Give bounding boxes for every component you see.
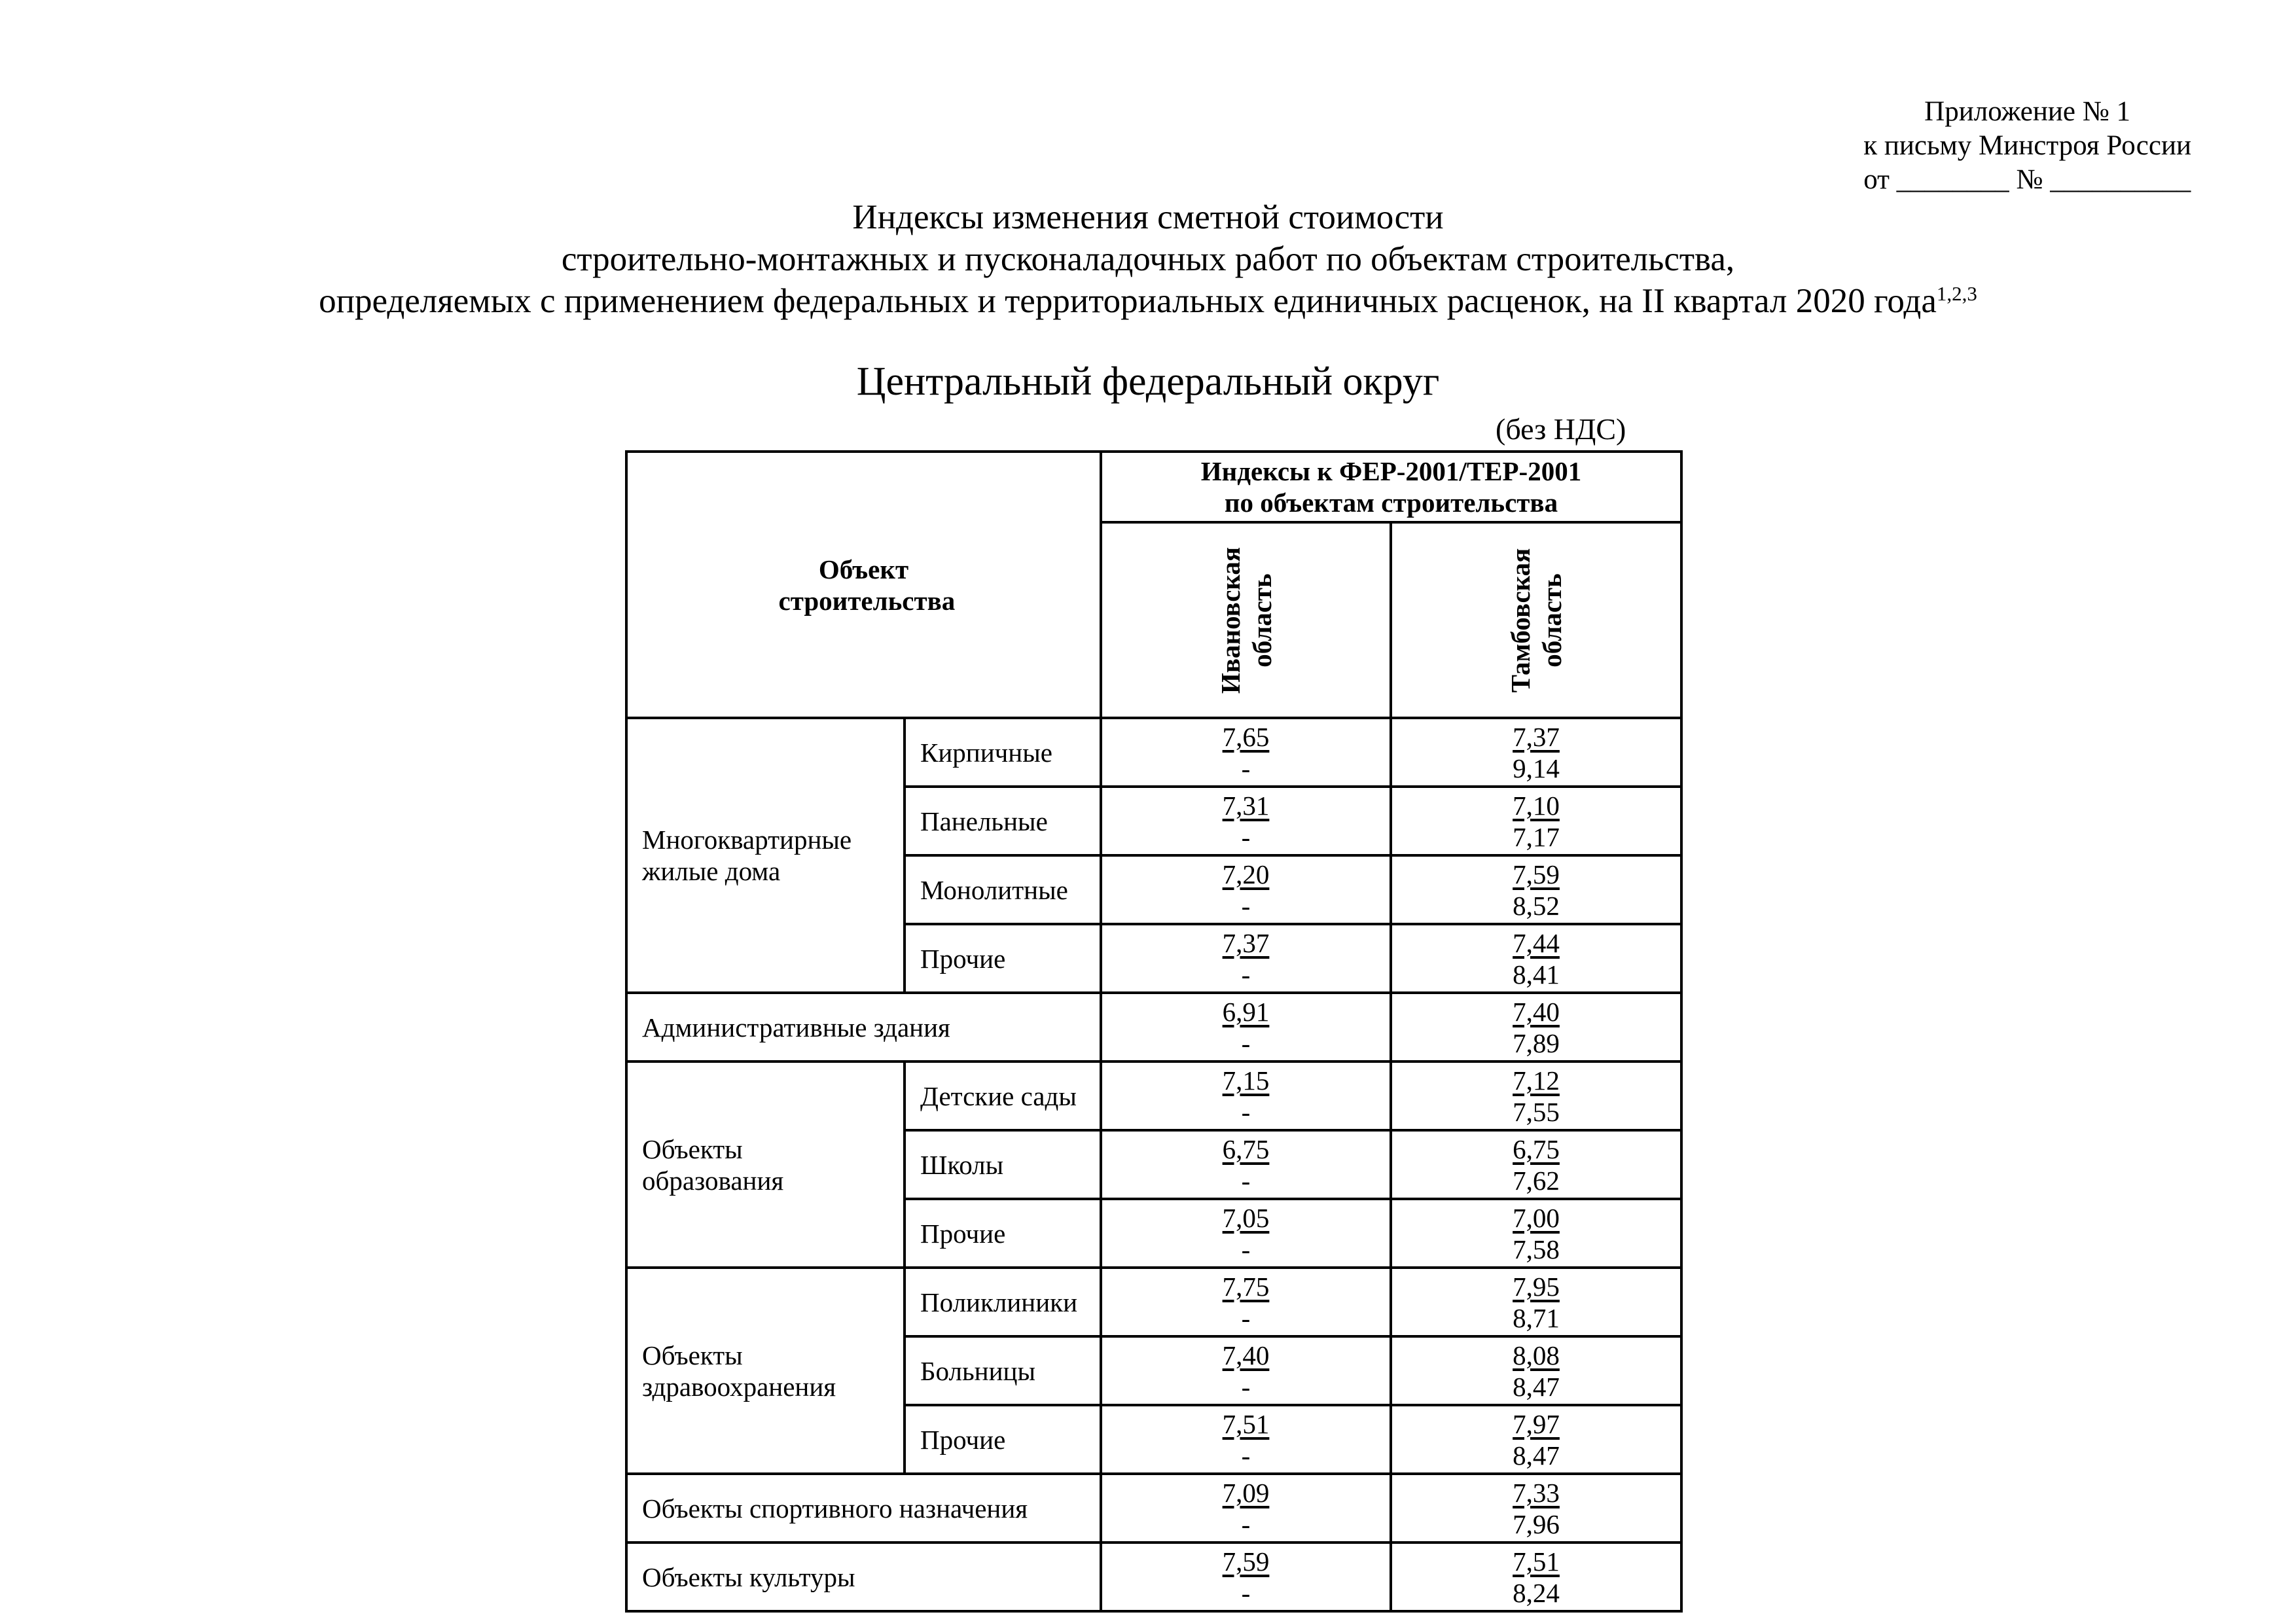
- group-education-label: Объекты образования: [642, 1133, 784, 1196]
- value-bottom: 9,14: [1513, 753, 1560, 783]
- district-heading: Центральный федеральный округ: [856, 359, 1440, 404]
- row-label: Прочие: [905, 1199, 1101, 1268]
- document-title: [0, 196, 2296, 322]
- value-bottom: 8,71: [1513, 1302, 1560, 1333]
- ivanovo-value: [1101, 924, 1391, 993]
- row-label: Кирпичные: [905, 718, 1101, 787]
- value-bottom: 7,17: [1513, 821, 1560, 852]
- ivanovo-value: [1101, 1474, 1391, 1543]
- value-bottom: -: [1241, 1234, 1251, 1264]
- index-header-line-2: по объектам строительства: [1224, 488, 1558, 518]
- vat-note: (без НДС): [1496, 412, 1626, 446]
- table-row: [626, 1268, 1681, 1336]
- row-label: Административные здания: [626, 993, 1101, 1061]
- value-bottom: -: [1241, 959, 1251, 990]
- tambov-value: [1391, 1543, 1681, 1611]
- region-header-tambov: [1391, 522, 1681, 718]
- ivanovo-value: [1101, 1061, 1391, 1130]
- tambov-value: [1391, 1199, 1681, 1268]
- value-top: 6,75: [1513, 1133, 1560, 1164]
- ivanovo-value: [1101, 855, 1391, 924]
- value-bottom: -: [1241, 1027, 1251, 1058]
- region-tambov-line-2: область: [1537, 573, 1567, 668]
- row-label: Детские сады: [905, 1061, 1101, 1130]
- appendix-note: [1863, 95, 2191, 197]
- table-row: [626, 1543, 1681, 1611]
- value-top: 7,12: [1513, 1065, 1560, 1096]
- ivanovo-value: [1101, 1405, 1391, 1474]
- value-bottom: -: [1241, 1508, 1251, 1539]
- value-top: 7,15: [1222, 1065, 1270, 1096]
- ivanovo-value: [1101, 1130, 1391, 1199]
- footnote-marks: 1,2,3: [1936, 282, 1977, 305]
- value-top: 7,51: [1222, 1408, 1270, 1439]
- region-ivanovo-line-1: Ивановская: [1215, 546, 1246, 694]
- group-residential-label: Многоквартирные жилые дома: [642, 825, 852, 886]
- value-bottom: 7,58: [1513, 1234, 1560, 1264]
- row-label: Прочие: [905, 1405, 1101, 1474]
- tambov-value: [1391, 993, 1681, 1061]
- tambov-value: [1391, 855, 1681, 924]
- value-top: 7,59: [1222, 1546, 1270, 1577]
- value-top: 7,65: [1222, 721, 1270, 752]
- index-header-cell: [1101, 452, 1681, 522]
- ivanovo-value: [1101, 1199, 1391, 1268]
- value-bottom: 8,47: [1513, 1371, 1560, 1402]
- group-education: [626, 1061, 905, 1268]
- group-health: [626, 1268, 905, 1474]
- value-bottom: 8,24: [1513, 1577, 1560, 1608]
- tambov-value: [1391, 1336, 1681, 1405]
- ivanovo-value: [1101, 993, 1391, 1061]
- ivanovo-value: [1101, 1543, 1391, 1611]
- value-bottom: 7,55: [1513, 1096, 1560, 1127]
- table-row: [626, 1474, 1681, 1543]
- tambov-value: [1391, 787, 1681, 855]
- row-label: Объекты культуры: [626, 1543, 1101, 1611]
- value-bottom: 7,96: [1513, 1508, 1560, 1539]
- region-tambov-line-1: Тамбовская: [1505, 548, 1535, 692]
- value-bottom: -: [1241, 1440, 1251, 1471]
- value-top: 7,33: [1513, 1477, 1560, 1508]
- value-bottom: 8,52: [1513, 890, 1560, 921]
- value-top: 7,09: [1222, 1477, 1270, 1508]
- row-label: Объекты спортивного назначения: [626, 1474, 1101, 1543]
- title-line-1: Индексы изменения сметной стоимости: [852, 198, 1444, 236]
- title-line-3: [0, 280, 2296, 322]
- appendix-line-1: Приложение № 1: [1924, 96, 2130, 127]
- value-top: 7,59: [1513, 859, 1560, 889]
- tambov-value: [1391, 1474, 1681, 1543]
- value-top: 7,40: [1222, 1340, 1270, 1370]
- region-ivanovo-line-2: область: [1246, 573, 1277, 668]
- region-header-ivanovo: [1101, 522, 1391, 718]
- appendix-line-3: от ________ № __________: [1863, 164, 2191, 195]
- value-top: 7,00: [1513, 1202, 1560, 1233]
- value-bottom: -: [1241, 1302, 1251, 1333]
- value-top: 7,37: [1513, 721, 1560, 752]
- value-bottom: -: [1241, 1165, 1251, 1196]
- title-line-3-text: определяемых с применением федеральных и территориальных единичных расценок, на II квартал 2020 года: [319, 282, 1937, 320]
- value-bottom: -: [1241, 1096, 1251, 1127]
- index-header-line-1: Индексы к ФЕР-2001/ТЕР-2001: [1200, 456, 1582, 486]
- value-top: 7,40: [1513, 996, 1560, 1027]
- value-bottom: -: [1241, 1577, 1251, 1608]
- value-top: 7,44: [1513, 927, 1560, 958]
- value-top: 6,75: [1222, 1133, 1270, 1164]
- tambov-value: [1391, 1268, 1681, 1336]
- group-residential: [626, 718, 905, 993]
- ivanovo-value: [1101, 787, 1391, 855]
- table-row: [626, 993, 1681, 1061]
- tambov-value: [1391, 924, 1681, 993]
- value-top: 7,05: [1222, 1202, 1270, 1233]
- ivanovo-value: [1101, 1268, 1391, 1336]
- ivanovo-value: [1101, 1336, 1391, 1405]
- value-top: 8,08: [1513, 1340, 1560, 1370]
- title-line-2: строительно-монтажных и пусконаладочных работ по объектам строительства,: [561, 240, 1735, 278]
- tambov-value: [1391, 1405, 1681, 1474]
- object-header: Объект строительства: [778, 554, 956, 616]
- value-bottom: 7,89: [1513, 1027, 1560, 1058]
- value-bottom: -: [1241, 753, 1251, 783]
- value-top: 7,51: [1513, 1546, 1560, 1577]
- row-label: Больницы: [905, 1336, 1101, 1405]
- value-top: 7,20: [1222, 859, 1270, 889]
- value-bottom: 8,41: [1513, 959, 1560, 990]
- row-label: Школы: [905, 1130, 1101, 1199]
- value-top: 7,95: [1513, 1271, 1560, 1302]
- value-bottom: 7,62: [1513, 1165, 1560, 1196]
- group-health-label: Объекты здравоохранения: [642, 1340, 836, 1402]
- value-bottom: -: [1241, 890, 1251, 921]
- value-top: 7,75: [1222, 1271, 1270, 1302]
- value-top: 7,97: [1513, 1408, 1560, 1439]
- table-row: [626, 1061, 1681, 1130]
- value-bottom: -: [1241, 1371, 1251, 1402]
- tambov-value: [1391, 718, 1681, 787]
- value-bottom: -: [1241, 821, 1251, 852]
- row-label: Панельные: [905, 787, 1101, 855]
- index-table: [625, 450, 1683, 1613]
- value-top: 7,37: [1222, 927, 1270, 958]
- tambov-value: [1391, 1130, 1681, 1199]
- value-top: 7,10: [1513, 790, 1560, 821]
- table-row: [626, 718, 1681, 787]
- row-label: Монолитные: [905, 855, 1101, 924]
- row-label: Поликлиники: [905, 1268, 1101, 1336]
- value-top: 6,91: [1222, 996, 1270, 1027]
- tambov-value: [1391, 1061, 1681, 1130]
- appendix-line-2: к письму Минстроя России: [1863, 130, 2191, 161]
- value-top: 7,31: [1222, 790, 1270, 821]
- ivanovo-value: [1101, 718, 1391, 787]
- row-label: Прочие: [905, 924, 1101, 993]
- value-bottom: 8,47: [1513, 1440, 1560, 1471]
- object-header-cell: [626, 452, 1101, 718]
